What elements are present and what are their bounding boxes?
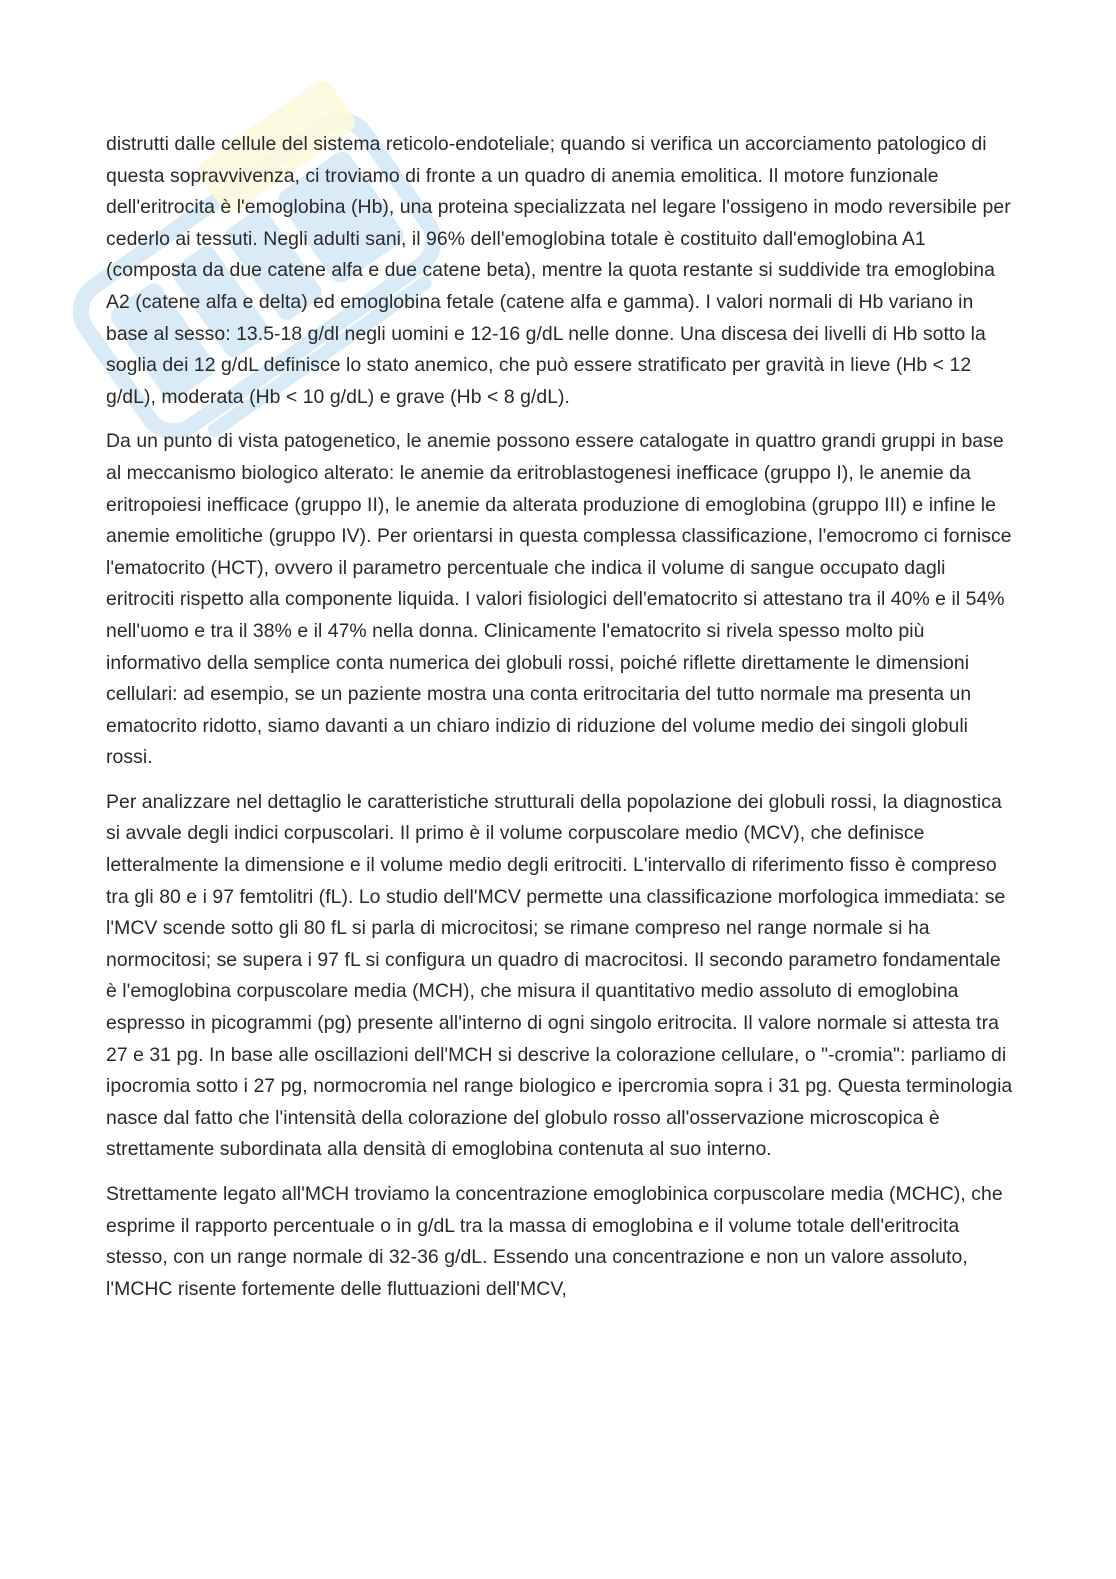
- paragraph: distrutti dalle cellule del sistema reticolo-endoteliale; quando si verifica un accorciamento patologico di questa sopravvivenza, ci troviamo di fronte a un quadro di anemia emolitica. Il motore funzionale dell'eritrocita è l'emoglobina (Hb), una proteina specializzata nel legare l'ossigeno in modo reversibile per cederlo ai tessuti. Negli adulti sani, il 96% dell'emoglobina totale è costituito dall'emoglobina A1 (composta da due catene alfa e due catene beta), mentre la quota restante si suddivide tra emoglobina A2 (catene alfa e delta) ed emoglobina fetale (catene alfa e gamma). I valori normali di Hb variano in base al sesso: 13.5-18 g/dl negli uomini e 12-16 g/dL nelle donne. Una discesa dei livelli di Hb sotto la soglia dei 12 g/dL definisce lo stato anemico, che può essere stratificato per gravità in lieve (Hb < 12 g/dL), moderata (Hb < 10 g/dL) e grave (Hb < 8 g/dL).: [106, 133, 1011, 408]
- paragraph: Da un punto di vista patogenetico, le anemie possono essere catalogate in quattro grandi gruppi in base al meccanismo biologico alterato: le anemie da eritroblastogenesi inefficace (gruppo I), le anemie da eritropoiesi inefficace (gruppo II), le anemie da alterata produzione di emoglobina (gruppo III) e infine le anemie emolitiche (gruppo IV). Per orientarsi in questa complessa classificazione, l'emocromo ci fornisce l'ematocrito (HCT), ovvero il parametro percentuale che indica il volume di sangue occupato dagli eritrociti rispetto alla componente liquida. I valori fisiologici dell'ematocrito si attestano tra il 40% e il 54% nell'uomo e tra il 38% e il 47% nella donna. Clinicamente l'ematocrito si rivela spesso molto più informativo della semplice conta numerica dei globuli rossi, poiché riflette direttamente le dimensioni cellulari: ad esempio, se un paziente mostra una conta eritrocitaria del tutto normale ma presenta un ematocrito ridotto, siamo davanti a un chiaro indizio di riduzione del volume medio dei singoli globuli rossi.: [106, 430, 1012, 769]
- paragraph: Per analizzare nel dettaglio le caratteristiche strutturali della popolazione dei globuli rossi, la diagnostica si avvale degli indici corpuscolari. Il primo è il volume corpuscolare medio (MCV), che definisce letteralmente la dimensione e il volume medio degli eritrociti. L'intervallo di riferimento fisso è compreso tra gli 80 e i 97 femtolitri (fL). Lo studio dell'MCV permette una classificazione morfologica immediata: se l'MCV scende sotto gli 80 fL si parla di microcitosi; se rimane compreso nel range normale si ha normocitosi; se supera i 97 fL si configura un quadro di macrocitosi. Il secondo parametro fondamentale è l'emoglobina corpuscolare media (MCH), che misura il quantitativo medio assoluto di emoglobina espresso in picogrammi (pg) presente all'interno di ogni singolo eritrocita. Il valore normale si attesta tra 27 e 31 pg. In base alle oscillazioni dell'MCH si descrive la colorazione cellulare, o "-cromia": parliamo di ipocromia sotto i 27 pg, normocromia nel range biologico e ipercromia sopra i 31 pg. Questa terminologia nasce dal fatto che l'intensità della colorazione del globulo rosso all'osservazione microscopica è strettamente subordinata alla densità di emoglobina contenuta al suo interno.: [106, 790, 1013, 1161]
- document-body: [106, 129, 1016, 1318]
- paragraph: Strettamente legato all'MCH troviamo la concentrazione emoglobinica corpuscolare media (MCHC), che esprime il rapporto percentuale o in g/dL tra la massa di emoglobina e il volume totale dell'eritrocita stesso, con un range normale di 32-36 g/dL. Essendo una concentrazione e non un valore assoluto, l'MCHC risente fortemente delle fluttuazioni dell'MCV,: [106, 1183, 1003, 1300]
